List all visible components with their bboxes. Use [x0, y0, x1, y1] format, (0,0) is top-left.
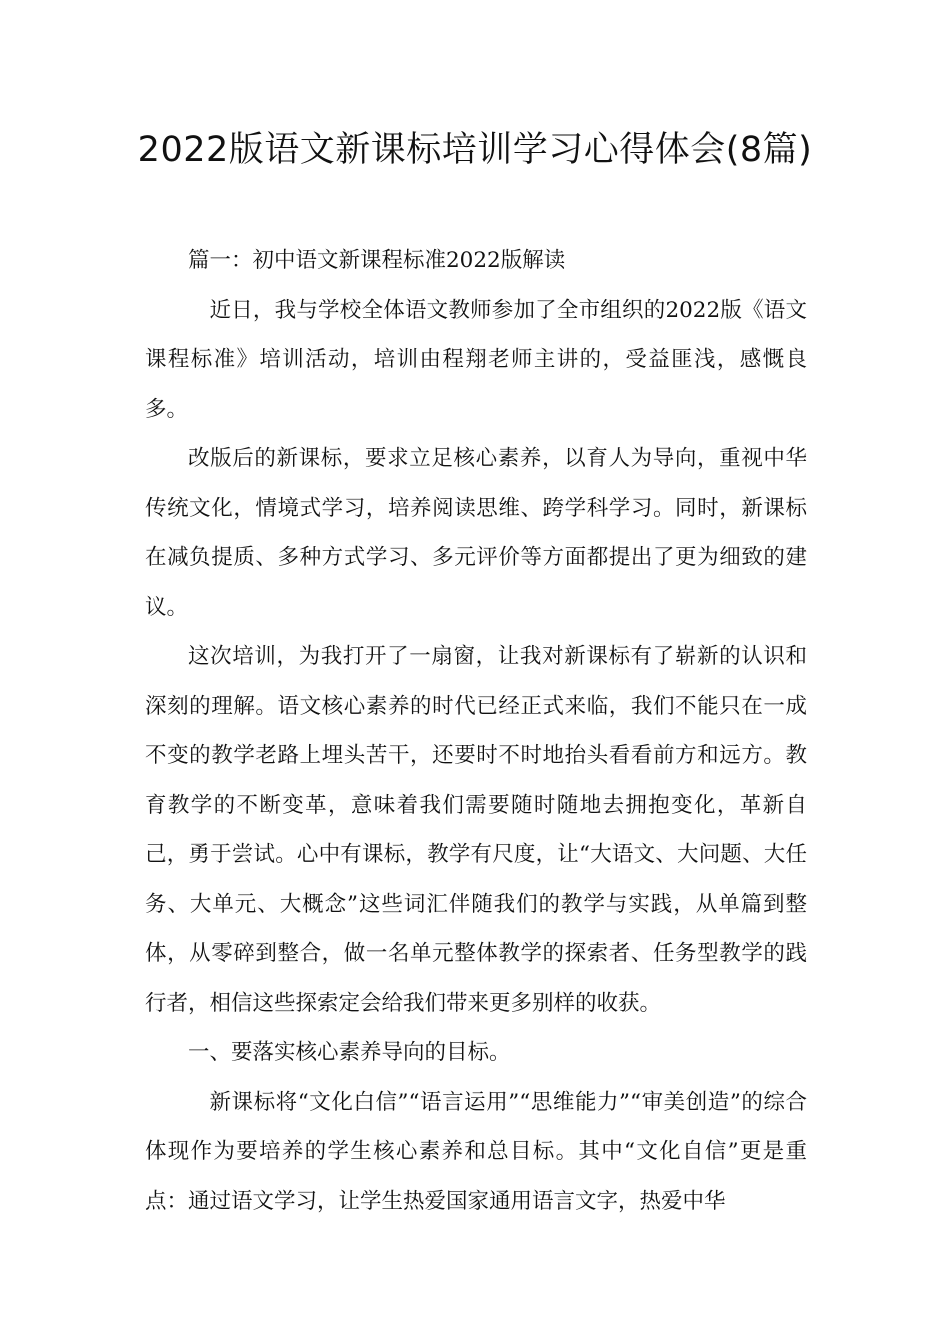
- section-heading: 篇一：初中语文新课程标准2022版解读: [188, 248, 566, 273]
- paragraph: 这次培训，为我打开了一扇窗，让我对新课标有了崭新的认识和深刻的理解。语文核心素养的时代已经正式来临，我们不能只在一成不变的教学老路上埋头苦干，还要时不时地抬头看看前方和远方。教育教学的不断变革，意味着我们需要随时随地去拥抱变化，革新自己，勇于尝试。心中有课标，教学有尺度，让“大语文、大问题、大任务、大单元、大概念”这些词汇伴随我们的教学与实践，从单篇到整体，从零碎到整合，做一名单元整体教学的探索者、任务型教学的践行者，相信这些探索定会给我们带来更多别样的收获。: [145, 644, 807, 1016]
- paragraph: 改版后的新课标，要求立足核心素养，以育人为导向，重视中华传统文化，情境式学习，培养阅读思维、跨学科学习。同时，新课标在减负提质、多种方式学习、多元评价等方面都提出了更为细致的建议。: [145, 446, 807, 620]
- document-body: [145, 236, 807, 1226]
- paragraph: 近日，我与学校全体语文教师参加了全市组织的2022版《语文课程标准》培训活动，培训由程翔老师主讲的，受益匪浅，感慨良多。: [145, 297, 807, 422]
- paragraph: 新课标将“文化白信”“语言运用”“思维能力”“审美创造”的综合体现作为要培养的学生核心素养和总目标。其中“文化自信”更是重点：通过语文学习，让学生热爱国家通用语言文字，热爱中华: [145, 1089, 807, 1214]
- document-title: 2022版语文新课标培训学习心得体会(8篇): [137, 130, 813, 170]
- section-heading: 一、要落实核心素养导向的目标。: [188, 1040, 511, 1065]
